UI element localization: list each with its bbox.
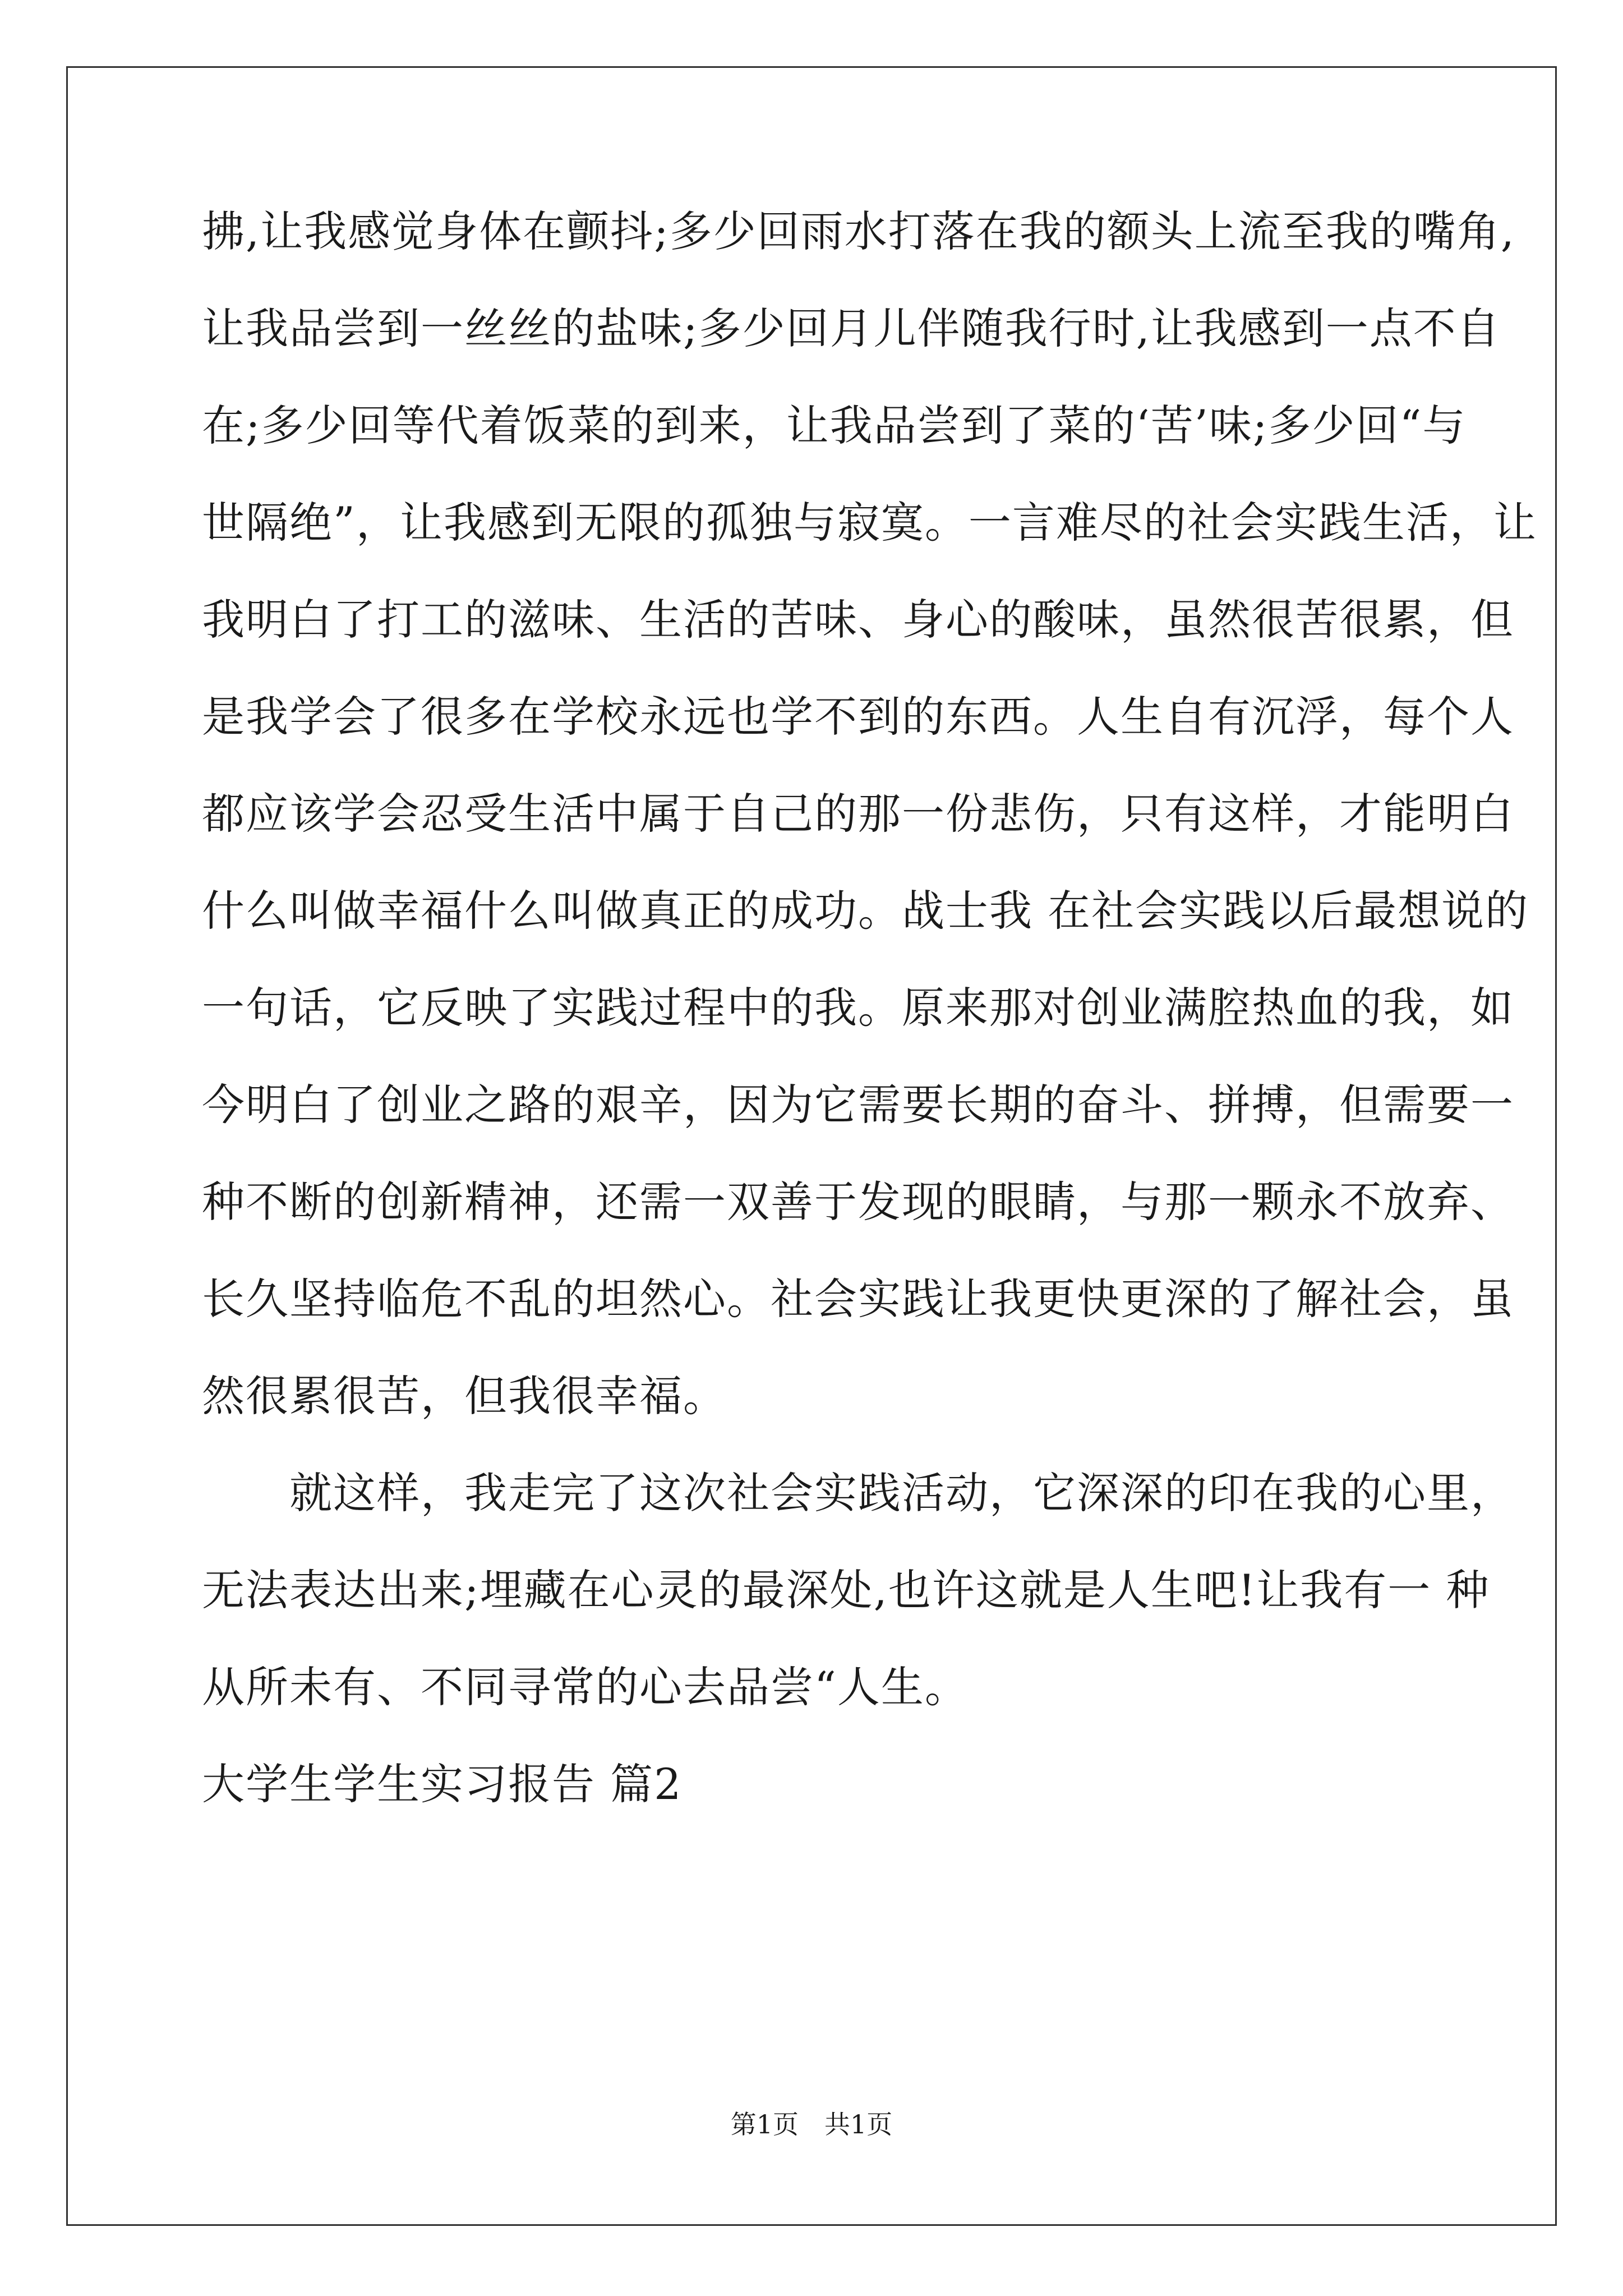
text-line-7: 都应该学会忍受生活中属于自己的那一份悲伤，只有这样，才能明白 xyxy=(202,789,1514,839)
text-line-16: 从所未有、不同寻常的心去品尝“人生。 xyxy=(202,1662,969,1712)
text-line-9: 一句话，它反映了实践过程中的我。原来那对创业满腔热血的我，如 xyxy=(202,983,1514,1033)
page-footer: 第1页 共1页 xyxy=(730,2109,893,2139)
text-line-4: 世隔绝”，让我感到无限的孤独与寂寞。一言难尽的社会实践生活，让 xyxy=(202,498,1537,547)
text-line-12: 长久坚持临危不乱的坦然心。社会实践让我更快更深的了解社会，虽 xyxy=(202,1274,1514,1324)
text-line-6: 是我学会了很多在学校永远也学不到的东西。人生自有沉浮，每个人 xyxy=(202,692,1514,742)
text-line-10: 今明白了创业之路的艰辛，因为它需要长期的奋斗、拼搏，但需要一 xyxy=(202,1080,1514,1130)
page-border xyxy=(66,66,1557,2226)
text-line-13: 然很累很苦，但我很幸福。 xyxy=(202,1371,727,1421)
text-line-3: 在;多少回等代着饭菜的到来，让我品尝到了菜的‘苦’味;多少回“与 xyxy=(202,401,1467,450)
text-line-8: 什么叫做幸福什么叫做真正的成功。战士我 在社会实践以后最想说的 xyxy=(202,886,1529,936)
text-line-5: 我明白了打工的滋味、生活的苦味、身心的酸味，虽然很苦很累，但 xyxy=(202,595,1514,645)
section-heading: 大学生学生实习报告 篇2 xyxy=(202,1759,683,1809)
text-line-11: 种不断的创新精神，还需一双善于发现的眼睛，与那一颗永不放弃、 xyxy=(202,1177,1514,1227)
text-line-1: 拂,让我感觉身体在颤抖;多少回雨水打落在我的额头上流至我的嘴角, xyxy=(202,206,1515,256)
text-line-2: 让我品尝到一丝丝的盐味;多少回月儿伴随我行时,让我感到一点不自 xyxy=(202,303,1501,353)
text-line-14: 就这样，我走完了这次社会实践活动，它深深的印在我的心里， xyxy=(202,1468,1514,1518)
text-line-15: 无法表达出来;埋藏在心灵的最深处,也许这就是人生吧!让我有一 种 xyxy=(202,1565,1490,1615)
